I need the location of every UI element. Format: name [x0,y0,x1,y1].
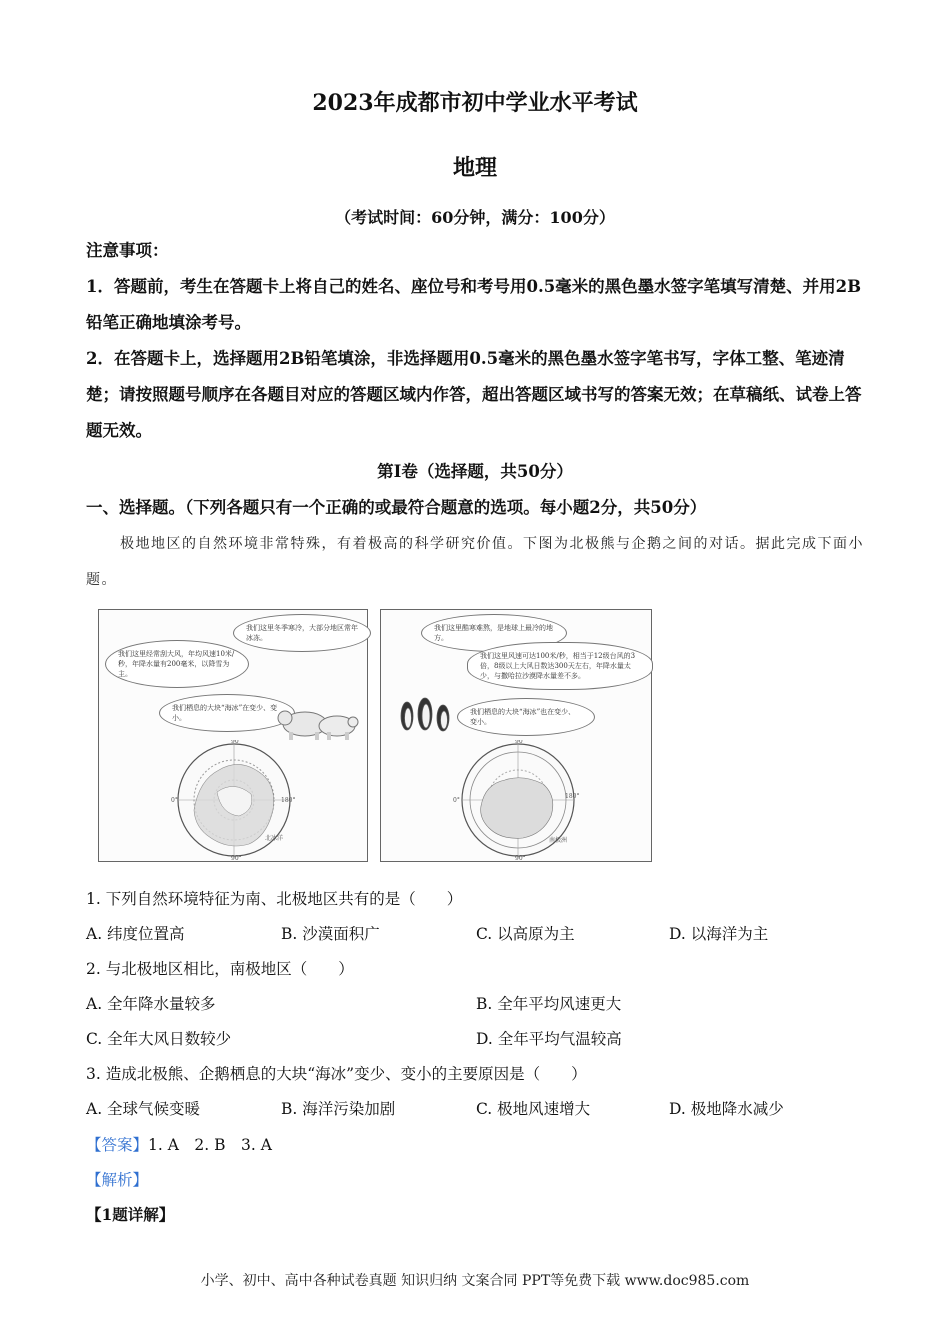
page-footer: 小学、初中、高中各种试卷真题 知识归纳 文案合同 PPT等免费下载 www.doc985.com [200,1273,750,1289]
map-label: 90° [231,740,242,745]
speech-bubble: 我们这里冬季寒冷，大部分地区常年冰冻。 [233,614,371,652]
volume-heading: 第Ⅰ卷（选择题，共50分） [377,462,573,481]
speech-bubble: 我们栖息的大块“海冰”也在变少、变小。 [457,698,595,736]
notes-heading: 注意事项： [86,241,169,260]
exam-info: （考试时间：60分钟，满分：100分） [335,208,615,227]
speech-bubble: 我们这里酷寒难熬，是地球上最冷的地方。 [421,614,567,652]
map-label: 180° [565,793,580,800]
speech-bubble: 我们这里风速可达100米/秒，相当于12级台风的3倍，8级以上大风日数达300天左右，年降水量太少，与撒哈拉沙漠降水量差不多。 [467,642,653,690]
subject-title: 地理 [452,155,497,181]
answer-line [86,1133,272,1155]
answer-label: 【答案】 [86,1136,149,1154]
map-label: 0° [171,797,178,804]
question-3-option-a: A. 全球气候变暖 [86,1100,201,1118]
antarctic-map [451,740,585,860]
question-3-stem: 3. 造成北极熊、企鹅栖息的大块“海冰”变少、变小的主要原因是（ ） [86,1065,587,1083]
question-1-option-c: C. 以高原为主 [476,925,575,943]
analysis-label: 【解析】 [86,1171,149,1189]
question-2-stem: 2. 与北极地区相比，南极地区（ ） [86,960,354,978]
question-2-option-c: C. 全年大风日数较少 [86,1030,232,1048]
question-3-option-b: B. 海洋污染加剧 [281,1100,396,1118]
map-label: 南极洲 [549,837,568,844]
penguins-illustration [397,688,453,736]
question-2-option-a: A. 全年降水量较多 [86,995,216,1013]
arctic-map [169,740,299,860]
map-label: 90° [515,740,526,745]
part-heading: 一、选择题。（下列各题只有一个正确的或最符合题意的选项。每小题2分，共50分） [86,498,707,517]
map-label: 180° [281,797,296,804]
question-intro: 极地地区的自然环境非常特殊，有着极高的科学研究价值。下图为北极熊与企鹅之间的对话。据此完成下面小题。 [86,536,864,588]
map-label: 北冰洋 [265,835,284,842]
question-1-option-b: B. 沙漠面积广 [281,925,380,943]
notes-item-2: 2．在答题卡上，选择题用2B铅笔填涂，非选择题用0.5毫米的黑色墨水签字笔书写，字体工整、笔迹清楚；请按照题号顺序在各题目对应的答题区域内作答，超出答题区域书写的答案无效；在草稿纸、试卷上答题无效。 [86,349,862,440]
question-1-option-d: D. 以海洋为主 [669,925,769,943]
question-2-option-d: D. 全年平均气温较高 [476,1030,622,1048]
map-label: 90° [231,855,242,860]
polar-bear-illustration [275,698,361,742]
exam-title: 2023年成都市初中学业水平考试 [312,90,638,116]
question-1-option-a: A. 纬度位置高 [86,925,185,943]
map-label: 90° [515,855,526,860]
answer-text: 1. A 2. B 3. A [148,1136,272,1154]
figure-north-pole-panel [98,609,368,862]
question-1-stem: 1. 下列自然环境特征为南、北极地区共有的是（ ） [86,890,463,908]
speech-bubble: 我们栖息的大块“海冰”在变少、变小。 [159,694,295,732]
figure-south-pole-panel [380,609,652,862]
question-3-option-c: C. 极地风速增大 [476,1100,591,1118]
map-label: 0° [453,797,460,804]
question-2-option-b: B. 全年平均风速更大 [476,995,622,1013]
question-3-option-d: D. 极地降水减少 [669,1100,784,1118]
speech-bubble: 我们这里经常刮大风，年均风速10米/秒，年降水量有200毫米，以降雪为主。 [105,640,249,688]
notes-item-1: 1．答题前，考生在答题卡上将自己的姓名、座位号和考号用0.5毫米的黑色墨水签字笔填写清楚、并用2B铅笔正确地填涂考号。 [86,277,862,332]
detail-label: 【1题详解】 [86,1205,175,1224]
